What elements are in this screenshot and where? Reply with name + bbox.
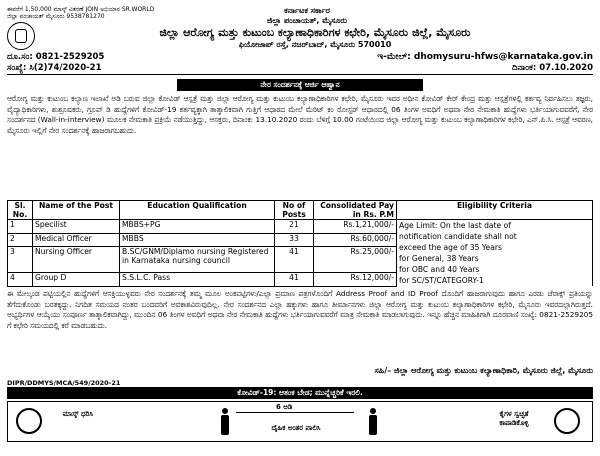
distance-value: 6 ಅಡಿ	[276, 403, 293, 411]
col-posts: No of Posts	[275, 201, 314, 220]
table-header-row	[8, 201, 593, 220]
col-pay: Consolidated Pay in Rs. P.M	[314, 201, 397, 220]
office-email: ಇ-ಮೇಲ್: dhomysuru-hfws@karnataka.gov.in	[377, 52, 593, 62]
cell-education: MBBS	[120, 233, 275, 247]
cell-education: B.SC/GNM/Diplamo nursing Registered in Karnataka nursing council	[120, 247, 275, 273]
campaign-note: ಈವರೆಗೆ 1,50,000 ಮಾಸ್ಕ್ ವಿತರಣೆ JOIN ಅಭಿಯಾನ SR.WORLD ಜಿಲ್ಲಾ ಪಂಚಾಯತ್ ಮೈಸೂರು 9538781270	[7, 6, 155, 20]
cell-education: MBBS+PG	[120, 220, 275, 234]
cell-slno: 2	[8, 233, 33, 247]
table-row	[8, 220, 593, 234]
cell-post: Medical Officer	[33, 233, 120, 247]
cell-slno: 4	[8, 272, 33, 286]
cell-post: Group D	[33, 272, 120, 286]
office-address: ಫಿಯೋಜಾಪ್ ರಸ್ತೆ, ನಜರ್‌ಬಾದ್, ಮೈಸೂರು 570010	[238, 40, 392, 49]
cell-post: Specilist	[33, 220, 120, 234]
col-education: Education Qualification	[120, 201, 275, 220]
eligibility-line: notification candidate shall not	[399, 232, 517, 241]
cell-posts: 41	[275, 272, 314, 286]
cell-education: S.S.L.C. Pass	[120, 272, 275, 286]
department-title: ಜಿಲ್ಲಾ ಆರೋಗ್ಯ ಮತ್ತು ಕುಟುಂಬ ಕಲ್ಯಾಣಾಧಿಕಾರಿಗಳ ಕಛೇರಿ, ಮೈಸೂರು ಜಿಲ್ಲೆ, ಮೈಸೂರು	[159, 26, 471, 39]
cell-pay: Rs.60,000/-	[314, 233, 397, 247]
cell-pay: Rs.12,000/-	[314, 272, 397, 286]
person-icon	[220, 408, 230, 436]
cell-post: Nursing Officer	[33, 247, 120, 273]
distance-arrow-icon	[236, 412, 354, 413]
eligibility-line: for General, 38 Years	[399, 254, 479, 263]
zp-name: ಜಿಲ್ಲಾ ಪಂಚಾಯತ್, ಮೈಸೂರು	[266, 16, 348, 25]
advertisement	[7, 6, 593, 442]
govt-name: ಕರ್ನಾಟಕ ಸರ್ಕಾರ	[284, 6, 330, 15]
cell-posts: 41	[275, 247, 314, 273]
person-icon	[368, 408, 378, 436]
cell-slno: 3	[8, 247, 33, 273]
mask-icon	[16, 408, 42, 434]
cell-posts: 33	[275, 233, 314, 247]
eligibility-line: for SC/ST/CATEGORY-1	[399, 276, 484, 285]
office-phone: ದೂ.ಸಂ: 0821-2529205	[7, 52, 105, 62]
eligibility-line: exceed the age of 35 Years	[399, 243, 502, 252]
mask-label: ಮಾಸ್ಕ್ ಧರಿಸಿ	[62, 410, 94, 418]
covid-strip: ಕೋವಿಡ್-19: ಆತಂಕ ಬೇಡ; ಮುನ್ನೆಚ್ಚರಿಕೆ ಇರಲಿ.	[7, 387, 593, 399]
distance-label: ದೈಹಿಕ ಅಂತರ ಪಾಲಿಸಿ	[271, 424, 321, 432]
covid-guidelines	[7, 401, 593, 442]
notice-date: ದಿನಾಂಕ: 07.10.2020	[512, 63, 593, 73]
cell-pay: Rs.25,000/-	[314, 247, 397, 273]
col-slno: Sl. No.	[8, 201, 33, 220]
header-divider	[7, 74, 593, 75]
emblem-icon	[7, 22, 35, 50]
col-post: Name of the Post	[33, 201, 120, 220]
cell-slno: 1	[8, 220, 33, 234]
notice-banner: ನೇರ ಸಂದರ್ಶನಕ್ಕೆ ಆರ್ಜಿ ಆಹ್ವಾನ	[177, 79, 423, 91]
col-eligibility: Eligibility Criteria	[397, 201, 593, 220]
eligibility-line: for OBC and 40 Years	[399, 265, 480, 274]
reference-number: ಸಂಖ್ಯೆ: ಸಿ(2)74/2020-21	[7, 63, 102, 73]
dipr-code: DIPR/DDMYS/MCA/549/2020-21	[7, 379, 121, 387]
govt-header	[177, 6, 437, 26]
eligibility-line: Age Limit: On the last date of	[399, 221, 511, 230]
cell-pay: Rs.1,21,000/-	[314, 220, 397, 234]
handwash-label: ಕೈಗಳ ಸ್ವಚ್ಛತೆ ಕಾಪಾಡಿಕೊಳ್ಳಿ	[499, 410, 529, 427]
handwash-icon	[554, 408, 580, 434]
cell-eligibility	[397, 220, 593, 287]
instructions-paragraph: ಈ ಮೇಲ್ಕಂಡ ಪಟ್ಟಿಯಲ್ಲಿನ ಹುದ್ದೆಗಳಿಗೆ ಆಸಕ್ತಿಯುಳ್ಳವರು ನೇರ ಸಂದರ್ಶನಕ್ಕೆ ತಮ್ಮ ಮೂಲ ಅಂಕಪಟ್ಟಿಗಳು/ಎಲ್ಲಾ ಪ್ರಮಾಣ ಪತ್ರಗಳೊಂದಿಗೆ Address Proof and ID Proof ದೊಂದಿಗೆ ಹಾಜರಾಗುವುದು ಹಾಗೂ ಎರಡು ಜೆರಾಕ್ಸ್ ಪ್ರತಿಯನ್ನು ತೆಗೆದುಕೊಂಡು ಬರತಕ್ಕದ್ದು. ನಿಗದಿತ ಸಮಯದ ನಂತರ ಬಂದವರಿಗೆ ಅವಕಾಶವಿರುವುದಿಲ್ಲ. ನೇರ ಸಂದರ್ಶನದ ಎಲ್ಲಾ ಹಕ್ಕುಗಳು ಹಾಗೂ ತೀರ್ಮಾನಗಳು ಜಿಲ್ಲಾ ಆರೋಗ್ಯ ಮತ್ತು ಕುಟುಂಬ ಕಲ್ಯಾಣಾಧಿಕಾರಿಗಳ ಕಛೇರಿ, ಮೈಸೂರು ಇವರದಲ್ಲಾಗಿರುತ್ತದೆ. ಅಭ್ಯರ್ಥಿಗಳ ಆಯ್ಕೆಯು ಸಂಪೂರ್ಣ ತಾತ್ಕಾಲಿಕವಾಗಿದ್ದು, ಮುಂದಿನ 06 ತಿಂಗಳ ಅವಧಿಗೆ ಅಥವಾ ನೇರ ನೇಮಕಾತಿ ಹುದ್ದೆಗಳು ಭರ್ತಿಯಾಗುವವರೆಗೆ ಮಾತ್ರ ನೇಮಕಾತಿ ಮಾಡಲಾಗುವುದು. ಇನ್ನೂ ಹೆಚ್ಚಿನ ಮಾಹಿತಿಗಾಗಿ ದೂರವಾಣಿ ಸಂಖ್ಯೆ: 0821-2529205 ಗೆ ಕಛೇರಿ ಸಮಯದಲ್ಲಿ ಕರೆ ಮಾಡಬಹುದು.	[7, 289, 593, 330]
vacancy-table	[7, 200, 593, 287]
signature-line: ಸಹಿ/– ಜಿಲ್ಲಾ ಆರೋಗ್ಯ ಮತ್ತು ಕುಟುಂಬ ಕಲ್ಯಾಣಾಧಿಕಾರಿ, ಮೈಸೂರು ಜಿಲ್ಲೆ, ಮೈಸೂರು	[374, 366, 593, 375]
intro-paragraph: ಆರೋಗ್ಯ ಮತ್ತು ಕುಟುಂಬ ಕಲ್ಯಾಣ ಇಲಾಖೆ ಅಡಿ ಬರುವ ಜಿಲ್ಲಾ ಕೋವಿಡ್ ಆಸ್ಪತ್ರೆ ಮತ್ತು ಜಿಲ್ಲಾ ಆರೋಗ್ಯ ಮತ್ತು ಕುಟುಂಬ ಕಲ್ಯಾಣಾಧಿಕಾರಿಗಳ ಕಛೇರಿ, ಮೈಸೂರು ಇವರ ಅಧೀನ ಕೋವಿಡ್ ಕೇರ್ ಕೇಂದ್ರ ಮತ್ತು ಆಸ್ಪತ್ರೆಗಳಲ್ಲಿ ಕರ್ತವ್ಯ ನಿರ್ವಹಿಸಲು ತಜ್ಞರು, ವೈದ್ಯಾಧಿಕಾರಿಗಳು, ಶುಶ್ರೂಷಕರು, ಗ್ರೂಪ್ ಡಿ ಹುದ್ದೆಗಳಿಗೆ ಕೋವಿಡ್-19 ಕರ್ತವ್ಯಕ್ಕಾಗಿ ತಾತ್ಕಾಲಿಕವಾಗಿ ಗುತ್ತಿಗೆ ಆಧಾರದ ಮೇಲೆ ಮೆರಿಟ್ ಕಂ ರೋಸ್ಟರ್ ಆಧಾರದಲ್ಲಿ 06 ತಿಂಗಳ ಅವಧಿಗೆ ಅಥವಾ ನೇರ ನೇಮಕಾತಿ ಹುದ್ದೆಗಳು ಭರ್ತಿಯಾಗುವವರೆಗೆ, ನೇರ ಸಂದರ್ಶನದ (Wall-in-interview) ಮೂಲಕ ನೇಮಕಾತಿ ಪ್ರಕ್ರಿಯೆ ನಡೆಯುತ್ತಿದ್ದು, ಆಸಕ್ತರು, ದಿನಾಂಕ: 13.10.2020 ರಂದು ಬೆಳಿಗ್ಗೆ 10.00 ಗಂಟೆಯಿಂದ ಜಿಲ್ಲಾ ಆರೋಗ್ಯ ಮತ್ತು ಕುಟುಂಬ ಕಲ್ಯಾಣಾಧಿಕಾರಿಗಳ ಕಛೇರಿ, ಎನ್.ಪಿ.ಸಿ. ಆಸ್ಪತ್ರೆ ಆವರಣ, ಮೈಸೂರು ಇಲ್ಲಿಗೆ ನೇರ ಸಂದರ್ಶನಕ್ಕೆ ಹಾಜರಾಗಬಹುದು.	[7, 94, 593, 135]
cell-posts: 21	[275, 220, 314, 234]
